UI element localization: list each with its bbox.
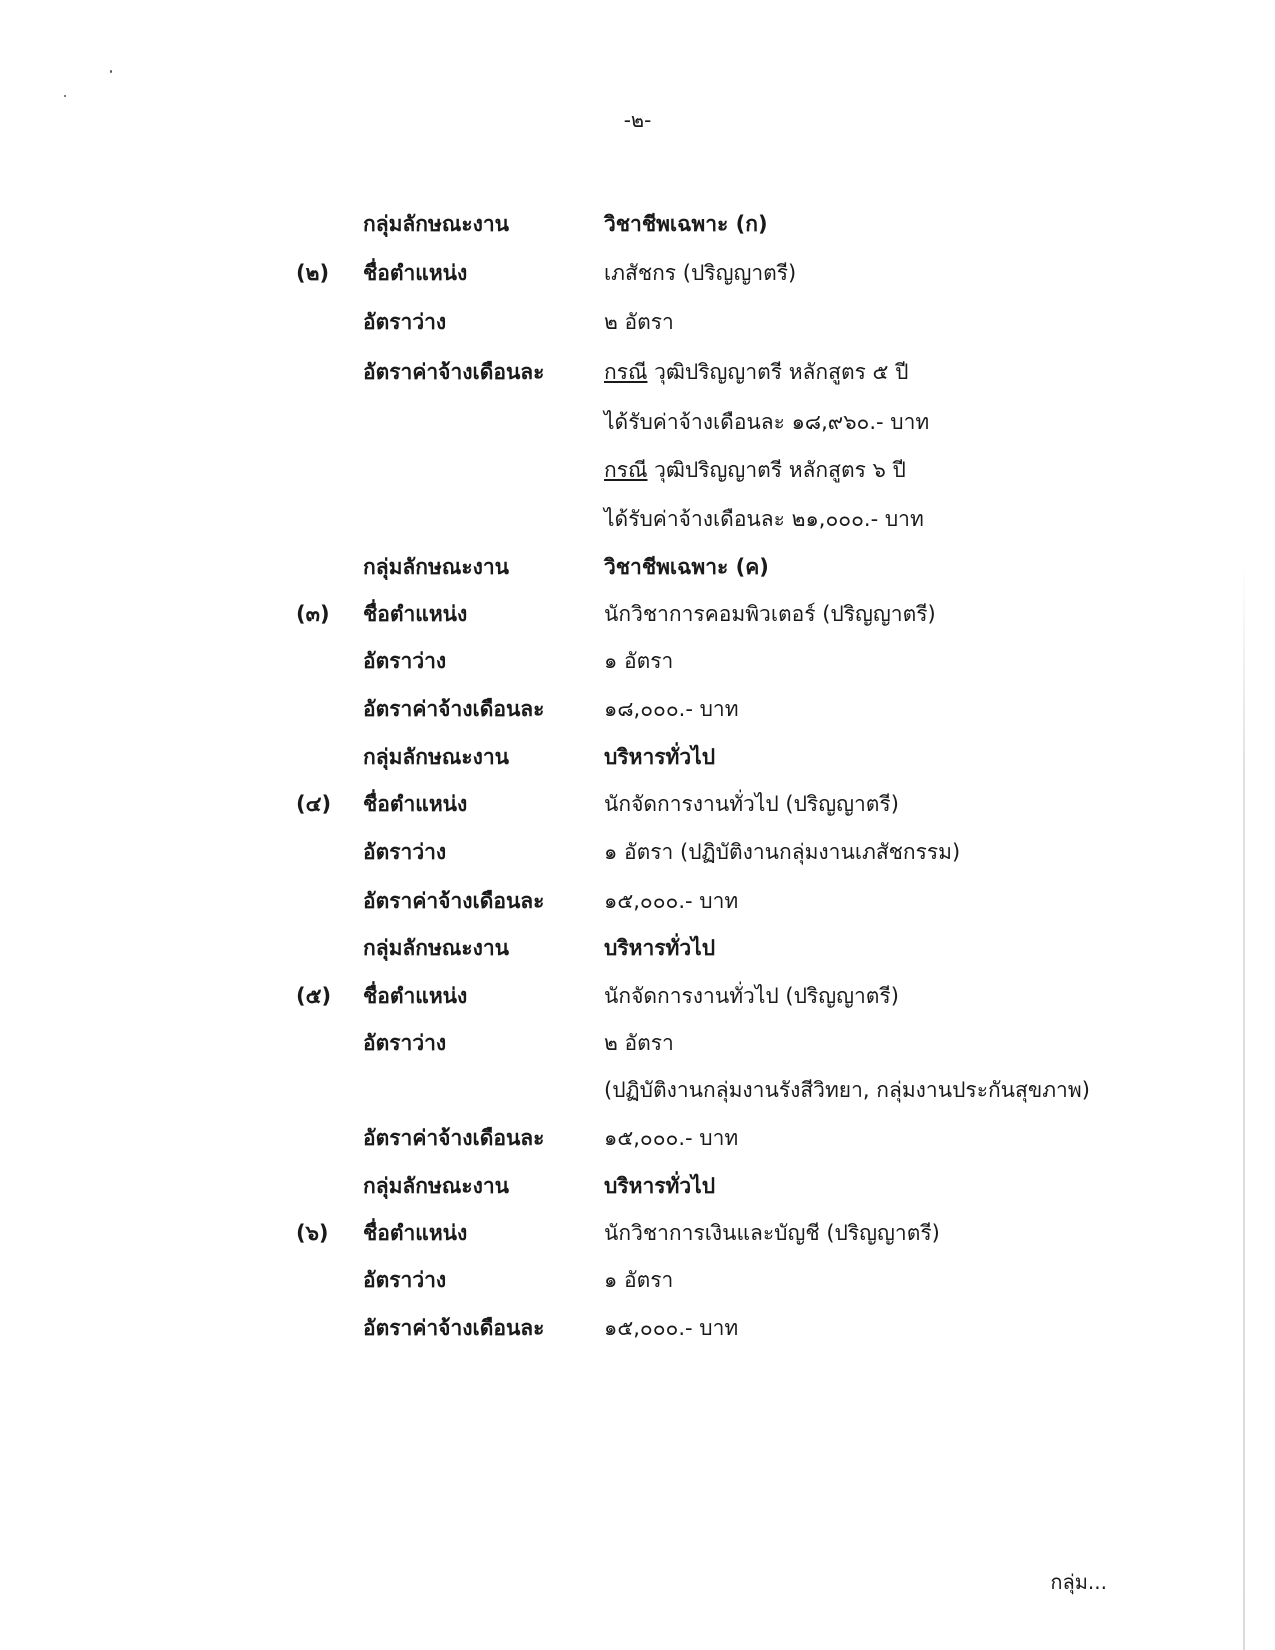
group-label: กลุ่มลักษณะงาน [363,745,510,769]
position-value: เภสัชกร (ปริญญาตรี) [604,261,797,285]
position-label: ชื่อตำแหน่ง [363,1221,468,1245]
wage-line: ได้รับค่าจ้างเดือนละ ๒๑,๐๐๐.- บาท [604,507,924,531]
vacancy-value: ๒ อัตรา [604,310,674,334]
group-value: วิชาชีพเฉพาะ (ก) [604,212,768,236]
vacancy-label: อัตราว่าง [363,310,447,334]
wage-row [0,406,1275,440]
vacancy-row [0,645,1275,679]
case-prefix: กรณี [604,458,648,482]
wage-line [604,454,906,487]
vacancy-label: อัตราว่าง [363,840,447,864]
wage-value: ๑๕,๐๐๐.- บาท [604,1316,739,1340]
group-label: กลุ่มลักษณะงาน [363,212,510,236]
wage-row [0,693,1275,727]
wage-value: ๑๘,๐๐๐.- บาท [604,697,739,721]
item-number: (๔) [296,792,332,816]
group-value: วิชาชีพเฉพาะ (ค) [604,555,769,579]
item-number: (๓) [296,602,330,626]
position-row [0,598,1275,632]
item-number: (๕) [296,984,332,1008]
group-value: บริหารทั่วไป [604,745,716,769]
group-label: กลุ่มลักษณะงาน [363,936,510,960]
group-value: บริหารทั่วไป [604,1174,716,1198]
position-row [0,980,1275,1014]
vacancy-value: ๑ อัตรา [604,1268,674,1292]
vacancy-row [0,836,1275,870]
vacancy-label: อัตราว่าง [363,1268,447,1292]
wage-row [0,1312,1275,1346]
vacancy-row [0,1027,1275,1061]
case-prefix: กรณี [604,360,648,384]
item-number: (๒) [296,261,330,285]
group-row [0,1170,1275,1204]
wage-row [0,885,1275,919]
item-number: (๖) [296,1221,329,1245]
group-row [0,932,1275,966]
vacancy-note: (ปฏิบัติงานกลุ่มงานรังสีวิทยา, กลุ่มงานประกันสุขภาพ) [604,1078,1090,1102]
wage-row [0,454,1275,488]
scan-speck [110,70,112,73]
wage-line: ได้รับค่าจ้างเดือนละ ๑๘,๙๖๐.- บาท [604,410,930,434]
group-label: กลุ่มลักษณะงาน [363,555,510,579]
position-label: ชื่อตำแหน่ง [363,984,468,1008]
scan-speck [64,95,66,97]
wage-value: ๑๕,๐๐๐.- บาท [604,1126,739,1150]
page-number: -๒- [623,108,652,132]
wage-row [0,1122,1275,1156]
position-row [0,257,1275,291]
position-row [0,1217,1275,1251]
position-label: ชื่อตำแหน่ง [363,261,468,285]
position-value: นักวิชาการเงินและบัญชี (ปริญญาตรี) [604,1221,940,1245]
vacancy-row [0,1264,1275,1298]
wage-label: อัตราค่าจ้างเดือนละ [363,889,545,913]
position-value: นักจัดการงานทั่วไป (ปริญญาตรี) [604,984,899,1008]
group-row [0,551,1275,585]
vacancy-note-row [0,1074,1275,1108]
vacancy-value: ๒ อัตรา [604,1031,674,1055]
position-row [0,788,1275,822]
group-row [0,741,1275,775]
continuation-marker: กลุ่ม... [1050,1570,1107,1594]
position-value: นักวิชาการคอมพิวเตอร์ (ปริญญาตรี) [604,602,936,626]
wage-line-text: วุฒิปริญญาตรี หลักสูตร ๕ ปี [647,360,909,384]
position-value: นักจัดการงานทั่วไป (ปริญญาตรี) [604,792,899,816]
vacancy-value: ๑ อัตรา (ปฏิบัติงานกลุ่มงานเภสัชกรรม) [604,840,961,864]
position-label: ชื่อตำแหน่ง [363,602,468,626]
wage-label: อัตราค่าจ้างเดือนละ [363,360,545,384]
wage-label: อัตราค่าจ้างเดือนละ [363,1126,545,1150]
wage-line [604,356,908,389]
vacancy-label: อัตราว่าง [363,1031,447,1055]
group-value: บริหารทั่วไป [604,936,716,960]
wage-row [0,356,1275,390]
group-label: กลุ่มลักษณะงาน [363,1174,510,1198]
wage-label: อัตราค่าจ้างเดือนละ [363,697,545,721]
position-label: ชื่อตำแหน่ง [363,792,468,816]
wage-value: ๑๕,๐๐๐.- บาท [604,889,739,913]
wage-line-text: วุฒิปริญญาตรี หลักสูตร ๖ ปี [647,458,906,482]
wage-row [0,503,1275,537]
group-row [0,208,1275,242]
vacancy-row [0,306,1275,340]
wage-label: อัตราค่าจ้างเดือนละ [363,1316,545,1340]
vacancy-label: อัตราว่าง [363,649,447,673]
vacancy-value: ๑ อัตรา [604,649,674,673]
